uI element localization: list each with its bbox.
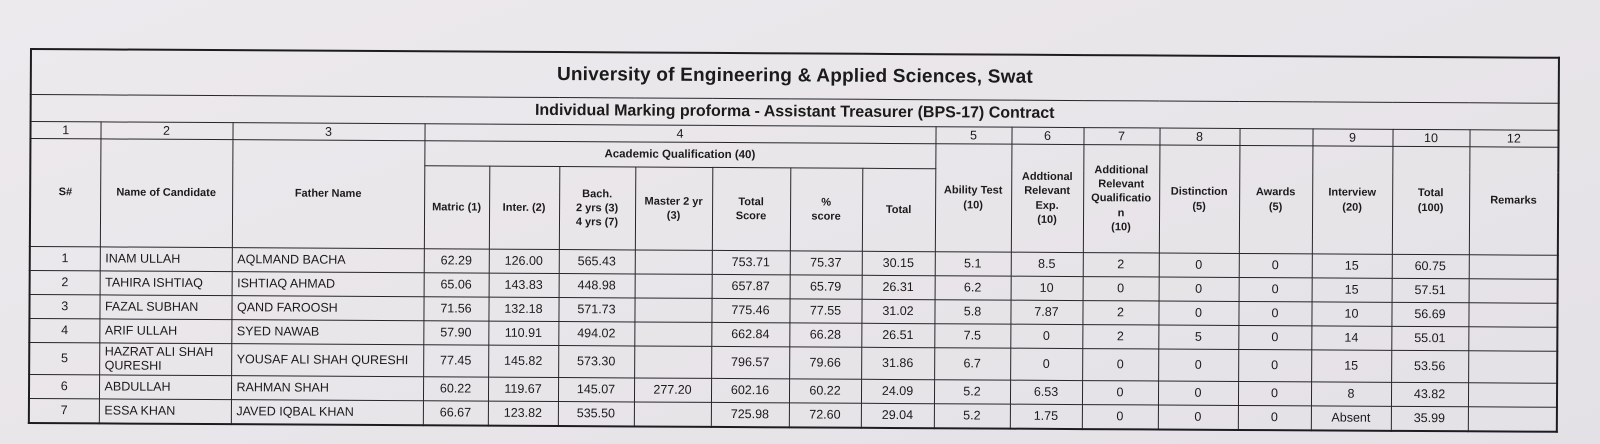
cell-additional-relevant-exp: 1.75 [1010,404,1082,429]
table-body [29,247,1558,432]
header-candidate-name: Name of Candidate [100,139,233,248]
cell-remarks [1469,255,1558,280]
cell-total-score: 602.16 [711,378,789,402]
cell-additional-relevant-exp: 0 [1010,324,1082,348]
cell-academic-total: 26.31 [862,275,935,299]
cell-candidate-name: HAZRAT ALI SHAH QURESHI [99,343,231,376]
header-academic-qualification-group: Academic Qualification (40) [424,141,935,169]
cell-candidate-name: ARIF ULLAH [99,319,231,344]
cell-distinction: 0 [1158,349,1238,381]
cell-matric: 71.56 [423,297,488,321]
cell-additional-relevant-exp: 10 [1011,276,1083,300]
cell-ability-test: 6.7 [934,348,1010,380]
cell-interview: 14 [1311,326,1391,350]
cell-bachelor: 448.98 [559,274,635,298]
header-father-name: Father Name [232,140,425,249]
cell-matric: 57.90 [423,321,488,345]
header-remarks: Remarks [1469,147,1559,256]
cell-academic-total: 31.02 [861,299,934,323]
header-bachelor: Bach. 2 yrs (3) 4 yrs (7) [559,167,635,250]
cell-ability-test: 5.8 [934,300,1010,324]
cell-master [634,402,711,427]
cell-bachelor: 494.02 [558,322,634,346]
cell-remarks [1469,279,1558,304]
cell-total-100: 35.99 [1391,406,1468,431]
col-num-2: 2 [100,122,232,140]
cell-interview: 8 [1311,382,1391,406]
cell-academic-total: 29.04 [861,403,934,428]
cell-master [635,274,712,298]
cell-academic-total: 24.09 [861,379,934,403]
cell-additional-relevant-exp: 7.87 [1010,300,1082,324]
header-additional-relevant-exp: Addtional Relevant Exp. (10) [1011,144,1084,252]
header-total-score: Total Score [712,167,790,250]
header-interview: Interview (20) [1312,146,1393,254]
cell-interview: 15 [1312,254,1392,278]
cell-distinction: 0 [1158,301,1238,325]
cell-total-score: 725.98 [711,402,789,427]
cell-remarks [1468,383,1557,408]
header-s-no: S# [30,139,101,247]
cell-awards: 0 [1238,381,1311,405]
col-num-5: 5 [935,127,1011,144]
cell-total-score: 775.46 [711,298,789,322]
cell-master [634,346,711,378]
cell-awards: 0 [1238,325,1311,349]
header-total-100: Total (100) [1392,146,1470,254]
header-matric: Matric (1) [424,166,489,249]
cell-bachelor: 565.43 [559,250,635,274]
cell-total-score: 657.87 [712,274,790,298]
cell-s-no: 6 [29,374,99,398]
col-num-1: 1 [30,122,100,139]
col-num-9: 9 [1312,129,1392,146]
cell-father-name: SYED NAWAB [231,320,423,345]
cell-candidate-name: TAHIRA ISHTIAQ [100,271,232,296]
cell-percent-score: 66.28 [789,323,861,347]
cell-additional-relevant-qualification: 0 [1082,380,1158,404]
cell-inter: 119.67 [488,377,558,401]
cell-distinction: 0 [1158,405,1238,430]
cell-additional-relevant-exp: 6.53 [1010,380,1082,404]
cell-additional-relevant-exp: 8.5 [1011,252,1083,276]
cell-academic-total: 31.86 [861,347,934,379]
cell-inter: 110.91 [488,321,558,345]
cell-ability-test: 6.2 [935,276,1011,300]
cell-s-no: 5 [29,343,99,375]
cell-awards: 0 [1238,301,1311,325]
cell-distinction: 0 [1159,277,1239,301]
document-subtitle: Individual Marking proforma - Assistant Treasurer (BPS-17) Contract [31,95,1559,131]
col-num-blank [1239,128,1312,145]
cell-interview: Absent [1311,406,1391,431]
col-num-7: 7 [1083,128,1159,145]
header-master: Master 2 yr (3) [635,167,712,250]
cell-matric: 60.22 [423,377,488,401]
cell-awards: 0 [1239,277,1312,301]
cell-additional-relevant-qualification: 2 [1082,301,1158,325]
col-num-3: 3 [232,123,424,141]
cell-remarks [1468,351,1557,383]
col-num-6: 6 [1011,127,1083,144]
col-num-8: 8 [1159,128,1239,145]
cell-father-name: QAND FAROOSH [231,296,423,321]
cell-ability-test: 5.2 [934,403,1010,428]
cell-remarks [1468,303,1557,328]
cell-inter: 145.82 [488,345,558,377]
cell-additional-relevant-qualification: 2 [1083,253,1159,277]
cell-additional-relevant-qualification: 2 [1082,325,1158,349]
cell-distinction: 0 [1158,381,1238,405]
header-awards: Awards (5) [1239,145,1313,253]
cell-inter: 143.83 [489,273,559,297]
header-inter: Inter. (2) [489,166,559,249]
cell-total-score: 753.71 [712,250,790,274]
header-academic-total: Total [862,168,935,251]
col-num-10: 10 [1392,129,1469,146]
col-num-4: 4 [424,124,935,144]
cell-interview: 15 [1311,350,1391,382]
cell-master: 277.20 [634,378,711,402]
cell-matric: 65.06 [424,273,489,297]
cell-distinction: 5 [1158,325,1238,349]
cell-awards: 0 [1238,349,1311,381]
cell-total-100: 60.75 [1392,254,1469,278]
cell-father-name: YOUSAF ALI SHAH QURESHI [231,344,423,377]
cell-additional-relevant-qualification: 0 [1082,349,1158,381]
cell-ability-test: 5.1 [935,252,1011,276]
cell-matric: 66.67 [423,401,488,426]
cell-matric: 77.45 [423,345,488,377]
cell-total-100: 55.01 [1391,326,1468,350]
cell-percent-score: 60.22 [789,379,861,403]
cell-total-100: 53.56 [1391,350,1468,382]
cell-total-100: 56.69 [1391,302,1468,326]
cell-matric: 62.29 [424,249,489,273]
cell-master [634,322,711,346]
cell-master [634,298,711,322]
header-additional-relevant-qualification: Additional Relevant Qualificatio n (10) [1083,145,1160,253]
cell-percent-score: 79.66 [789,347,861,379]
cell-father-name: AQLMAND BACHA [232,248,424,273]
cell-total-score: 662.84 [711,322,789,346]
cell-s-no: 4 [29,319,99,343]
col-num-12: 12 [1469,130,1558,148]
document-title: University of Engineering & Applied Sciences, Swat [31,49,1559,103]
document-sheet [28,48,1558,433]
cell-bachelor: 573.30 [558,346,634,378]
cell-academic-total: 26.51 [861,323,934,347]
cell-percent-score: 72.60 [789,403,861,428]
cell-s-no: 3 [29,295,99,319]
cell-candidate-name: ESSA KHAN [99,399,231,424]
cell-total-score: 796.57 [711,346,789,378]
cell-additional-relevant-qualification: 0 [1083,277,1159,301]
cell-awards: 0 [1239,253,1312,277]
cell-candidate-name: ABDULLAH [99,375,231,400]
cell-bachelor: 145.07 [558,377,634,401]
cell-additional-relevant-qualification: 0 [1082,404,1158,429]
cell-academic-total: 30.15 [862,251,935,275]
cell-father-name: ISHTIAQ AHMAD [232,272,424,297]
cell-percent-score: 75.37 [790,251,862,275]
cell-additional-relevant-exp: 0 [1010,348,1082,380]
cell-remarks [1468,327,1557,352]
cell-total-100: 43.82 [1391,382,1468,406]
cell-candidate-name: INAM ULLAH [100,247,232,272]
cell-percent-score: 65.79 [790,275,862,299]
cell-inter: 126.00 [489,249,559,273]
header-percent-score: % score [790,168,862,251]
cell-percent-score: 77.55 [789,299,861,323]
cell-father-name: RAHMAN SHAH [231,375,423,400]
cell-candidate-name: FAZAL SUBHAN [99,295,231,320]
cell-bachelor: 571.73 [558,298,634,322]
cell-s-no: 7 [29,398,99,423]
header-distinction: Distinction (5) [1159,145,1240,253]
cell-father-name: JAVED IQBAL KHAN [231,399,423,425]
cell-distinction: 0 [1159,253,1239,277]
table-header [30,49,1559,255]
cell-inter: 123.82 [488,401,558,426]
cell-inter: 132.18 [488,297,558,321]
cell-interview: 10 [1311,302,1391,326]
cell-ability-test: 5.2 [934,379,1010,403]
cell-master [635,250,712,274]
marking-proforma-table [28,48,1560,433]
cell-s-no: 2 [30,271,100,295]
cell-bachelor: 535.50 [558,401,634,426]
cell-total-100: 57.51 [1392,278,1469,302]
cell-s-no: 1 [30,247,100,271]
cell-interview: 15 [1312,278,1392,302]
cell-awards: 0 [1238,405,1311,430]
cell-ability-test: 7.5 [934,324,1010,348]
header-ability-test: Ability Test (10) [935,144,1012,252]
cell-remarks [1468,407,1557,432]
